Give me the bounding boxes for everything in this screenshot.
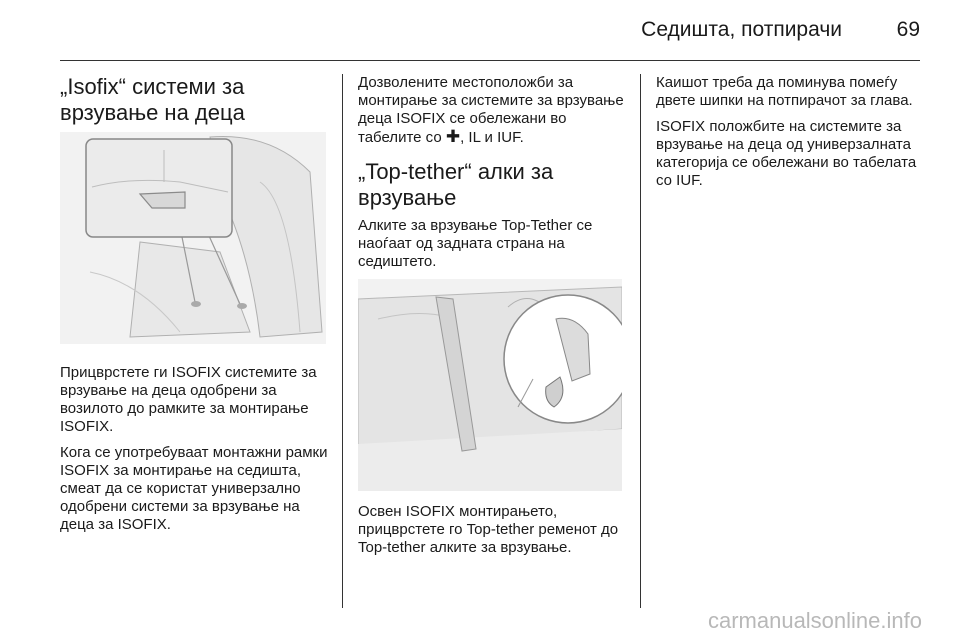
page-number: 69 — [896, 18, 920, 41]
column-2 — [358, 74, 626, 565]
watermark: carmanualsonline.info — [707, 608, 922, 633]
page-header-title: Седишта, потпирачи — [641, 18, 842, 41]
top-tether-paragraph-1: Алките за врзување Top-Tether се наоѓаат од задната страна на седиштето. — [358, 217, 593, 270]
header-rule — [60, 60, 920, 61]
strap-paragraph: Каишот треба да поминува помеѓу двете шипки на потпирачот за глава. — [656, 74, 913, 109]
top-tether-illustration — [358, 279, 622, 491]
plus-icon: ✚ — [445, 127, 461, 146]
iuf-paragraph: ISOFIX положбите на системите за врзување на деца од универзалната категорија се обележани во табелата со IUF. — [656, 118, 917, 189]
isofix-seat-illustration — [60, 132, 326, 344]
column-divider-2 — [640, 74, 641, 608]
column-3 — [656, 74, 926, 198]
isofix-paragraph-1: Прицврстете ги ISOFIX системите за врзување на деца одобрени за возилото до рамките за монтирање ISOFIX. — [60, 364, 317, 435]
isofix-heading: „Isofix“ системи за врзување на деца — [60, 74, 245, 125]
positions-paragraph — [358, 74, 626, 147]
positions-text-after: , IL и IUF. — [460, 129, 524, 146]
top-tether-paragraph-2: Освен ISOFIX монтирањето, прицврстете го Top-tether ременот до Top-tether алките за врзување. — [358, 503, 619, 556]
column-divider-1 — [342, 74, 343, 608]
isofix-paragraph-2: Кога се употребуваат монтажни рамки ISOFIX за монтирање на седишта, смеат да се користат универзално одобрени системи за врзување на деца за ISOFIX. — [60, 444, 328, 533]
column-1 — [60, 74, 330, 542]
positions-text-before: Дозволените местоположби за монтирање за системите за врзување деца ISOFIX се обележани во табелите со — [358, 74, 624, 146]
top-tether-heading: „Top-tether“ алки за врзување — [358, 159, 554, 210]
